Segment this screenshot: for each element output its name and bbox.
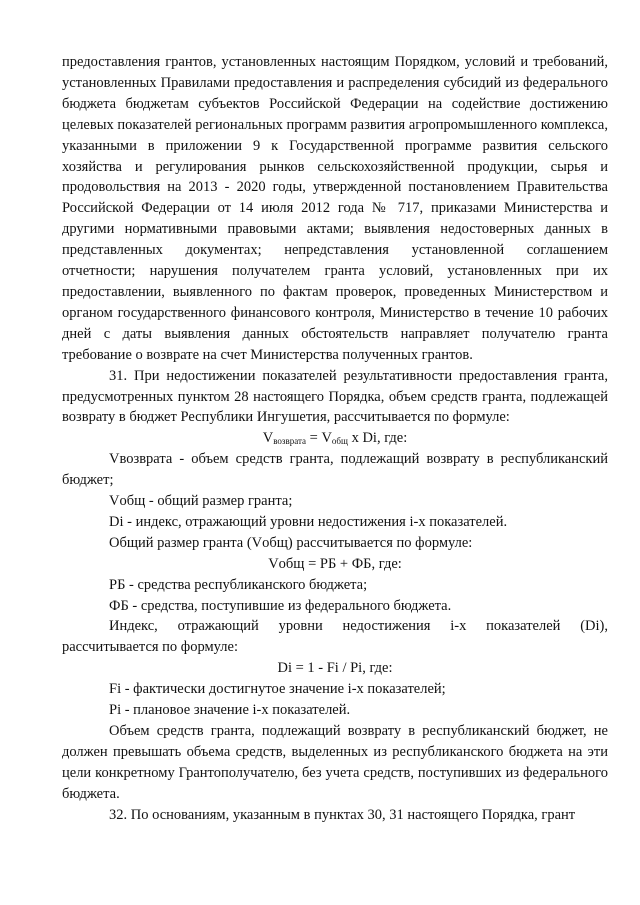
definition-v-total: Vобщ - общий размер гранта; [109,493,293,510]
formula-mid: = V [306,430,332,447]
definition-v-return: Vвозврата - объем средств гранта, подлежащий возврату в республиканский бюджет; [62,451,608,489]
paragraph-grant-return-grounds: предоставления грантов, установленных настоящим Порядком, условий и требований, установленных Правилами предоставления и распределения субсидий из федерального бюджета бюджетам субъектов Российской Федерации на содействие достижению целевых показателей региональных программ развития агропромышленного комплекса, указанными в приложении 9 к Государственной программе развития сельского хозяйства и регулирования рынков сельскохозяйственной продукции, сырья и продовольствия на 2013 - 2020 годы, утвержденной постановлением Правительства Российской Федерации от 14 июля 2012 года № 717, приказами Министерства и другими нормативными правовыми актами; выявления недостоверных данных в представленных документах; непредставления установленной соглашением отчетности; нарушения получателем гранта условий, установленных при их предоставлении, выявленного по фактам проверок, проведенных Министерством и органом государственного финансового контроля, Министерство в течение 10 рабочих дней с даты выявления данных обстоятельств направляет получателю гранта требование о возврате на счет Министерства полученных грантов. [62,54,608,363]
document-page [62,52,608,826]
definition-di: Di - индекс, отражающий уровни недостижения i-х показателей. [109,513,508,530]
definition-pi: Pi - плановое значение i-х показателей. [109,702,351,719]
paragraph-31: 31. При недостижении показателей результативности предоставления гранта, предусмотренных пунктом 28 настоящего Порядка, объем средств гранта, подлежащей возврату в бюджет Республики Ингушетия, рассчитывается по формуле: [62,367,608,426]
formula-di: Di = 1 - Fi / Pi, где: [277,660,393,677]
formula-v-return [62,428,608,449]
index-intro: Индекс, отражающий уровни недостижения i-х показателей (Di), рассчитывается по формуле: [62,618,608,656]
formula-sub-return: возврата [273,436,307,447]
total-grant-intro: Общий размер гранта (Vобщ) рассчитывается по формуле: [109,534,473,551]
definition-fb: ФБ - средства, поступившие из федерального бюджета. [109,597,452,614]
paragraph-limit: Объем средств гранта, подлежащий возврату в республиканский бюджет, не должен превышать объема средств, выделенных из республиканского бюджета на эти цели конкретному Грантополучателю, без учета средств, поступивших из федерального бюджета. [62,723,608,802]
definition-rb: РБ - средства республиканского бюджета; [109,576,368,593]
definition-fi: Fi - фактически достигнутое значение i-х показателей; [109,681,446,698]
formula-v-total: Vобщ = РБ + ФБ, где: [268,555,402,572]
formula-end: x Di, где: [347,430,408,447]
formula-sub-total: общ [331,436,348,447]
formula-v: V [262,430,274,447]
paragraph-32: 32. По основаниям, указанным в пунктах 30, 31 настоящего Порядка, грант [109,806,576,823]
